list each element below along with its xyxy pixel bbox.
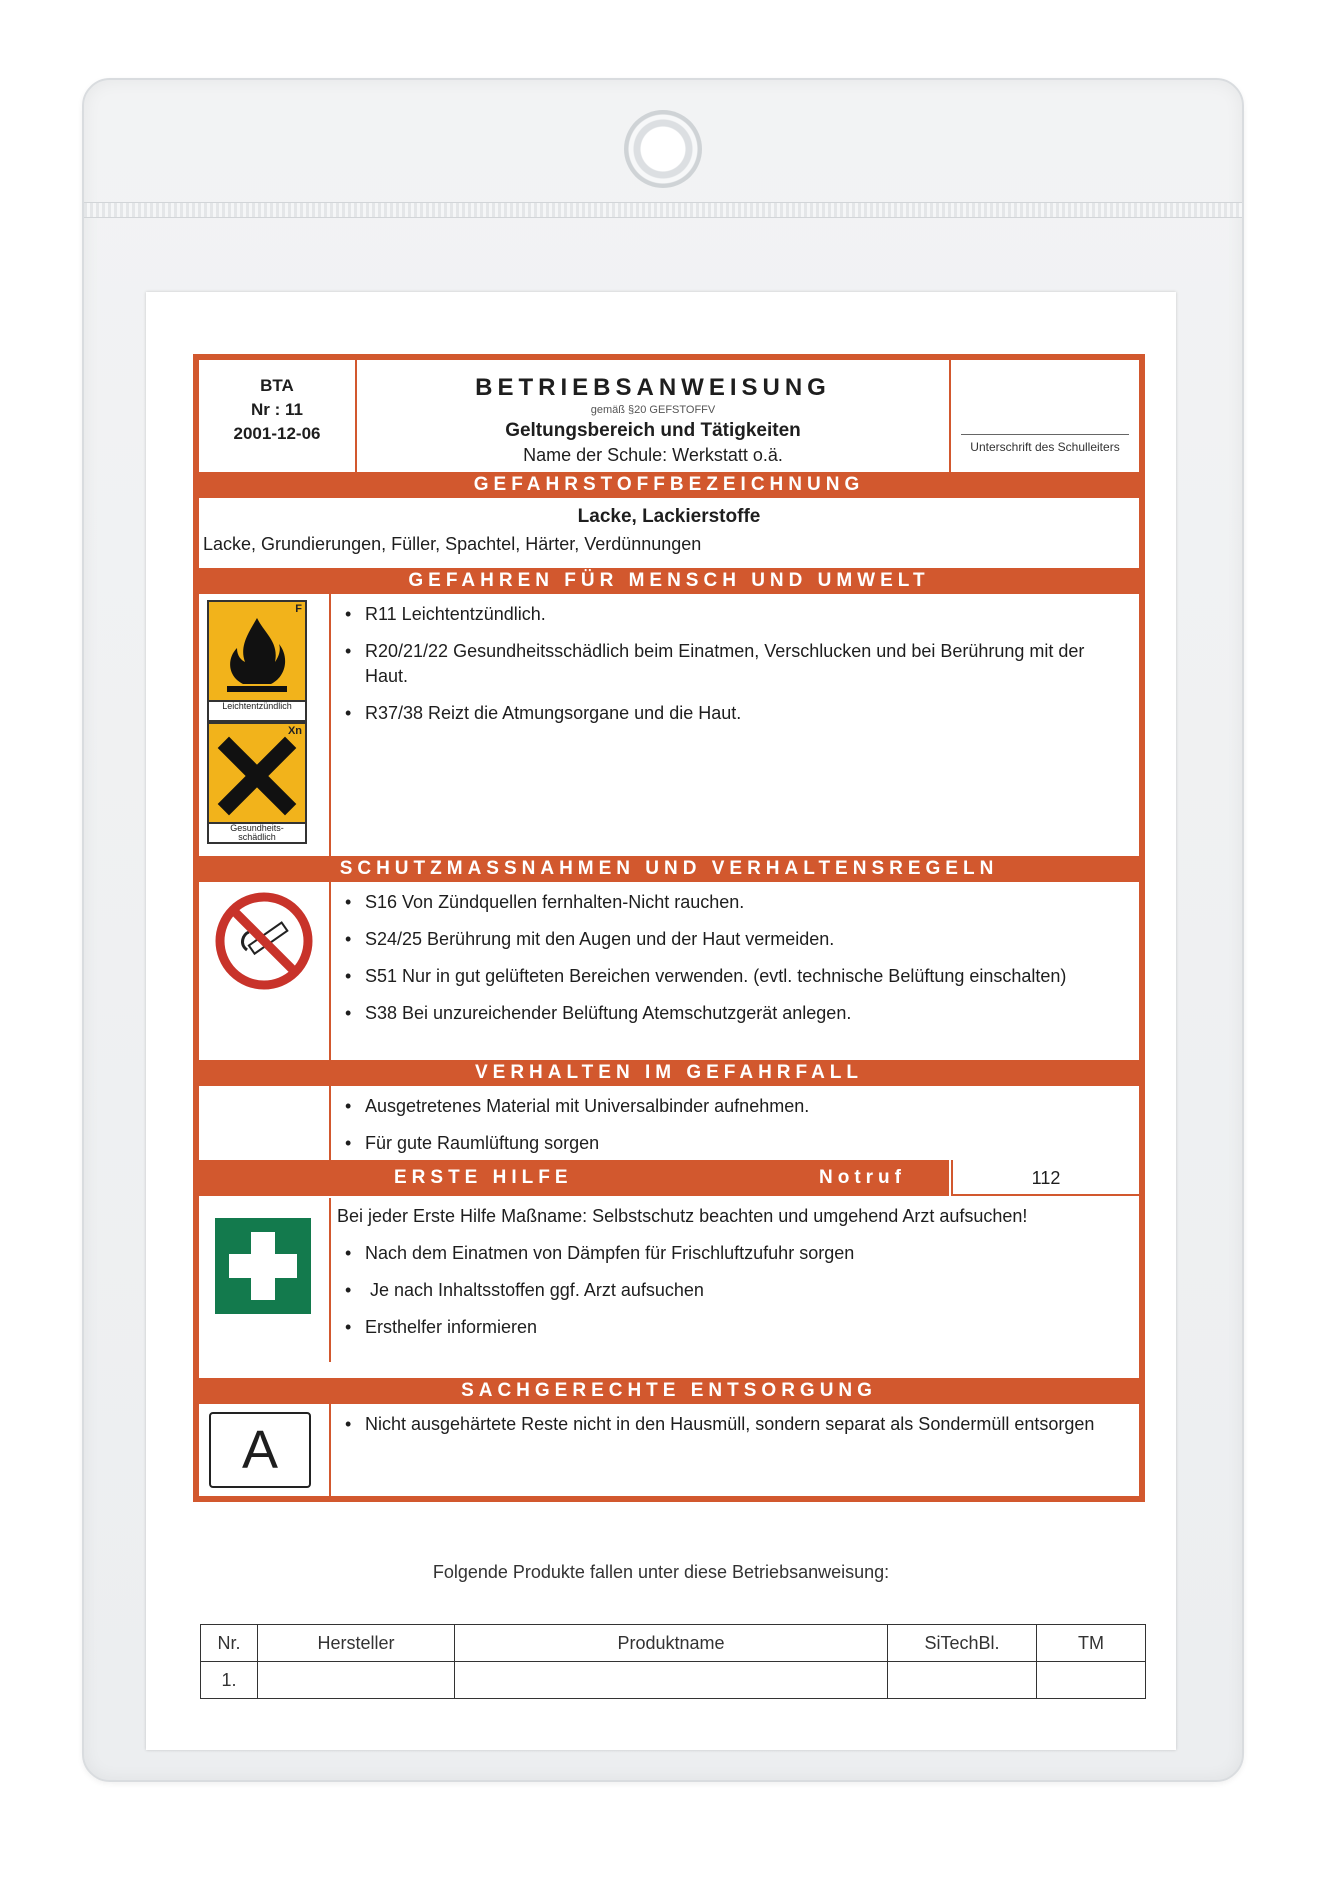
page-title: BETRIEBSANWEISUNG	[475, 374, 831, 401]
column-header: Nr.	[201, 1625, 258, 1662]
emergency-symbol	[199, 1086, 331, 1160]
protection-symbol	[199, 882, 331, 1060]
column-header: SiTechBl.	[888, 1625, 1037, 1662]
hazard-symbols	[199, 594, 331, 856]
cross-icon	[207, 722, 307, 844]
hanging-hole	[624, 110, 702, 188]
signature-box	[951, 360, 1139, 472]
substance-section	[199, 498, 1139, 558]
list-item: • R37/38 Reizt die Atmungsorgane und die Haut.	[337, 701, 1125, 726]
first-aid-icon	[215, 1218, 311, 1314]
hazard-label-harmful: Gesundheits- schädlich	[209, 822, 305, 842]
first-aid-intro: Bei jeder Erste Hilfe Maßname: Selbstschutz beachten und umgehend Arzt aufsuchen!	[337, 1206, 1028, 1226]
scope-label: Geltungsbereich und Tätigkeiten	[505, 420, 801, 441]
document-date: 2001-12-06	[233, 424, 321, 443]
no-smoking-icon	[209, 886, 319, 996]
emergency-text	[337, 1094, 1125, 1168]
list-item: • S38 Bei unzureichender Belüftung Atemschutzgerät anlegen.	[337, 1001, 1125, 1026]
list-item: • Für gute Raumlüftung sorgen	[337, 1131, 1125, 1156]
disposal-text	[337, 1412, 1125, 1449]
hazard-label-flammable: Leichtentzündlich	[209, 700, 305, 720]
bta-label: BTA	[260, 376, 294, 395]
legal-reference: gemäß §20 GEFSTOFFV	[590, 404, 716, 416]
first-aid-heading-row	[199, 1160, 1139, 1196]
substance-name: Lacke, Lackierstoffe	[577, 506, 761, 527]
protection-section	[199, 882, 1139, 1060]
list-item: • Ausgetretenes Material mit Universalbinder aufnehmen.	[337, 1094, 1125, 1119]
first-aid-symbol	[199, 1198, 331, 1362]
disposal-list	[337, 1412, 1125, 1437]
disposal-section	[199, 1404, 1139, 1496]
table-cell	[1037, 1662, 1146, 1699]
substance-list: Lacke, Grundierungen, Füller, Spachtel, Härter, Verdünnungen	[203, 534, 702, 554]
first-aid-heading: ERSTE HILFE	[394, 1167, 573, 1188]
emergency-section	[199, 1086, 1139, 1160]
sleeve-seam	[84, 202, 1242, 218]
list-item: • S16 Von Zündquellen fernhalten-Nicht rauchen.	[337, 890, 1125, 915]
table-row	[201, 1662, 1146, 1699]
section-heading-hazards: GEFAHREN FÜR MENSCH UND UMWELT	[199, 568, 1139, 594]
hazards-text	[337, 602, 1125, 738]
list-item: • Ersthelfer informieren	[337, 1315, 1125, 1340]
column-header: Produktname	[455, 1625, 888, 1662]
flame-icon	[207, 600, 307, 722]
list-item: • S51 Nur in gut gelüfteten Bereichen verwenden. (evtl. technische Belüftung einschalten)	[337, 964, 1125, 989]
hazard-letter-f: F	[295, 603, 302, 615]
first-aid-list	[337, 1241, 1125, 1340]
list-item: • R11 Leichtentzündlich.	[337, 602, 1125, 627]
column-header: TM	[1037, 1625, 1146, 1662]
disposal-symbol-box	[199, 1404, 331, 1496]
document-number: Nr : 11	[251, 400, 303, 419]
first-aid-section	[199, 1198, 1139, 1362]
operating-instruction-form	[193, 354, 1145, 1502]
signature-line	[961, 434, 1129, 435]
hazard-letter-xn: Xn	[287, 725, 302, 737]
header-title-box	[357, 360, 951, 472]
table-cell	[455, 1662, 888, 1699]
school-name: Name der Schule: Werkstatt o.ä.	[523, 445, 783, 465]
section-heading-substance: GEFAHRSTOFFBEZEICHNUNG	[199, 472, 1139, 498]
table-header-row	[201, 1625, 1146, 1662]
table-cell	[258, 1662, 455, 1699]
hazard-list	[337, 602, 1125, 726]
list-item: • Nicht ausgehärtete Reste nicht in den Hausmüll, sondern separat als Sondermüll entsorgen	[337, 1412, 1125, 1437]
list-item: • Je nach Inhaltsstoffen ggf. Arzt aufsuchen	[337, 1278, 1125, 1303]
emergency-call-label: Notruf	[819, 1167, 906, 1188]
signature-label: Unterschrift des Schulleiters	[970, 440, 1120, 454]
document-id-box	[199, 360, 357, 472]
protection-text	[337, 890, 1125, 1038]
section-heading-disposal: SACHGERECHTE ENTSORGUNG	[199, 1378, 1139, 1404]
list-item: • S24/25 Berührung mit den Augen und der Haut vermeiden.	[337, 927, 1125, 952]
column-header: Hersteller	[258, 1625, 455, 1662]
products-table	[200, 1624, 1146, 1699]
protection-list	[337, 890, 1125, 1026]
table-cell: 1.	[201, 1662, 258, 1699]
disposal-symbol: A	[209, 1412, 311, 1488]
first-aid-text	[337, 1204, 1125, 1352]
emergency-call-number: 112	[951, 1160, 1139, 1196]
emergency-list	[337, 1094, 1125, 1156]
section-heading-protection: SCHUTZMASSNAHMEN UND VERHALTENSREGELN	[199, 856, 1139, 882]
section-heading-first-aid	[199, 1160, 949, 1196]
list-item: • R20/21/22 Gesundheitsschädlich beim Einatmen, Verschlucken und bei Berührung mit der Haut.	[337, 639, 1125, 689]
section-heading-emergency: VERHALTEN IM GEFAHRFALL	[199, 1060, 1139, 1086]
hazards-section	[199, 594, 1139, 856]
products-note: Folgende Produkte fallen unter diese Betriebsanweisung:	[432, 1562, 890, 1582]
table-cell	[888, 1662, 1037, 1699]
list-item: • Nach dem Einatmen von Dämpfen für Frischluftzufuhr sorgen	[337, 1241, 1125, 1266]
